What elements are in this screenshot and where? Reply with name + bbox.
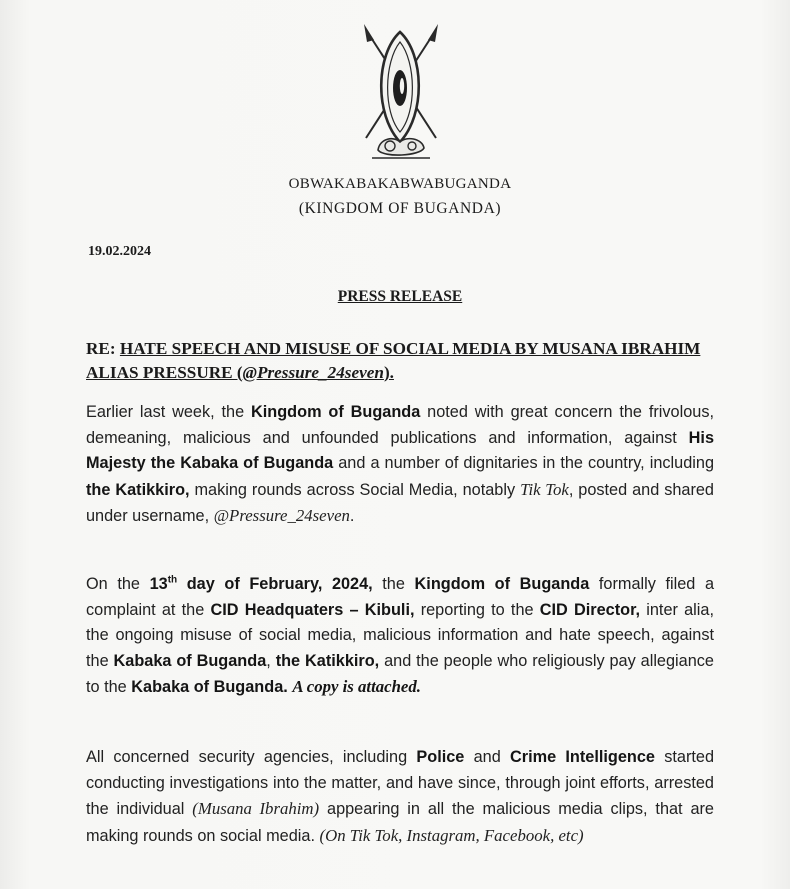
subject-text: HATE SPEECH AND MISUSE OF SOCIAL MEDIA BY MUSANA IBRAHIM ALIAS PRESSURE (: [86, 339, 701, 382]
release-date: 19.02.2024: [88, 244, 151, 259]
attachment-note: A copy is attached.: [292, 677, 421, 696]
paragraph-3: All concerned security agencies, including Police and Crime Intelligence started conducting investigations into the matter, and have since, through joint efforts, arrested the individual (Musana Ibrahim) appearing in all the malicious media clips, that are making rounds on social media. (On Tik Tok, Instagram, Facebook, etc): [86, 748, 714, 845]
paragraph-2: On the 13th day of February, 2024, the Kingdom of Buganda formally filed a complaint at the CID Headquaters – Kibuli, reporting to the CID Director, inter alia, the ongoing misuse of social media, malicious information and hate speech, against the Kabaka of Buganda, the Katikkiro, and the people who religiously pay allegiance to the Kabaka of Buganda. A copy is attached.: [86, 574, 715, 696]
subject-suffix: ).: [383, 363, 394, 382]
paragraph-1: Earlier last week, the Kingdom of Buganda noted with great concern the frivolous, demeaning, malicious and unfounded publications and information, against His Majesty the Kabaka of Buganda and a number of dignitaries in the country, including the Katikkiro, making rounds across Social Media, notably Tik Tok, posted and shared under username, @Pressure_24seven.: [86, 403, 714, 525]
org-name-english: (KINGDOM OF BUGANDA): [298, 200, 502, 217]
subject-handle: @Pressure_24seven: [242, 363, 384, 382]
buganda-coat-of-arms-icon: [350, 18, 450, 166]
page-title: PRESS RELEASE: [337, 288, 463, 305]
subject-line: [86, 337, 726, 385]
subject-prefix: RE:: [86, 339, 120, 358]
filing-date: 13th day of February, 2024,: [149, 574, 373, 593]
org-name: OBWAKABAKABWABUGANDA: [288, 176, 512, 192]
